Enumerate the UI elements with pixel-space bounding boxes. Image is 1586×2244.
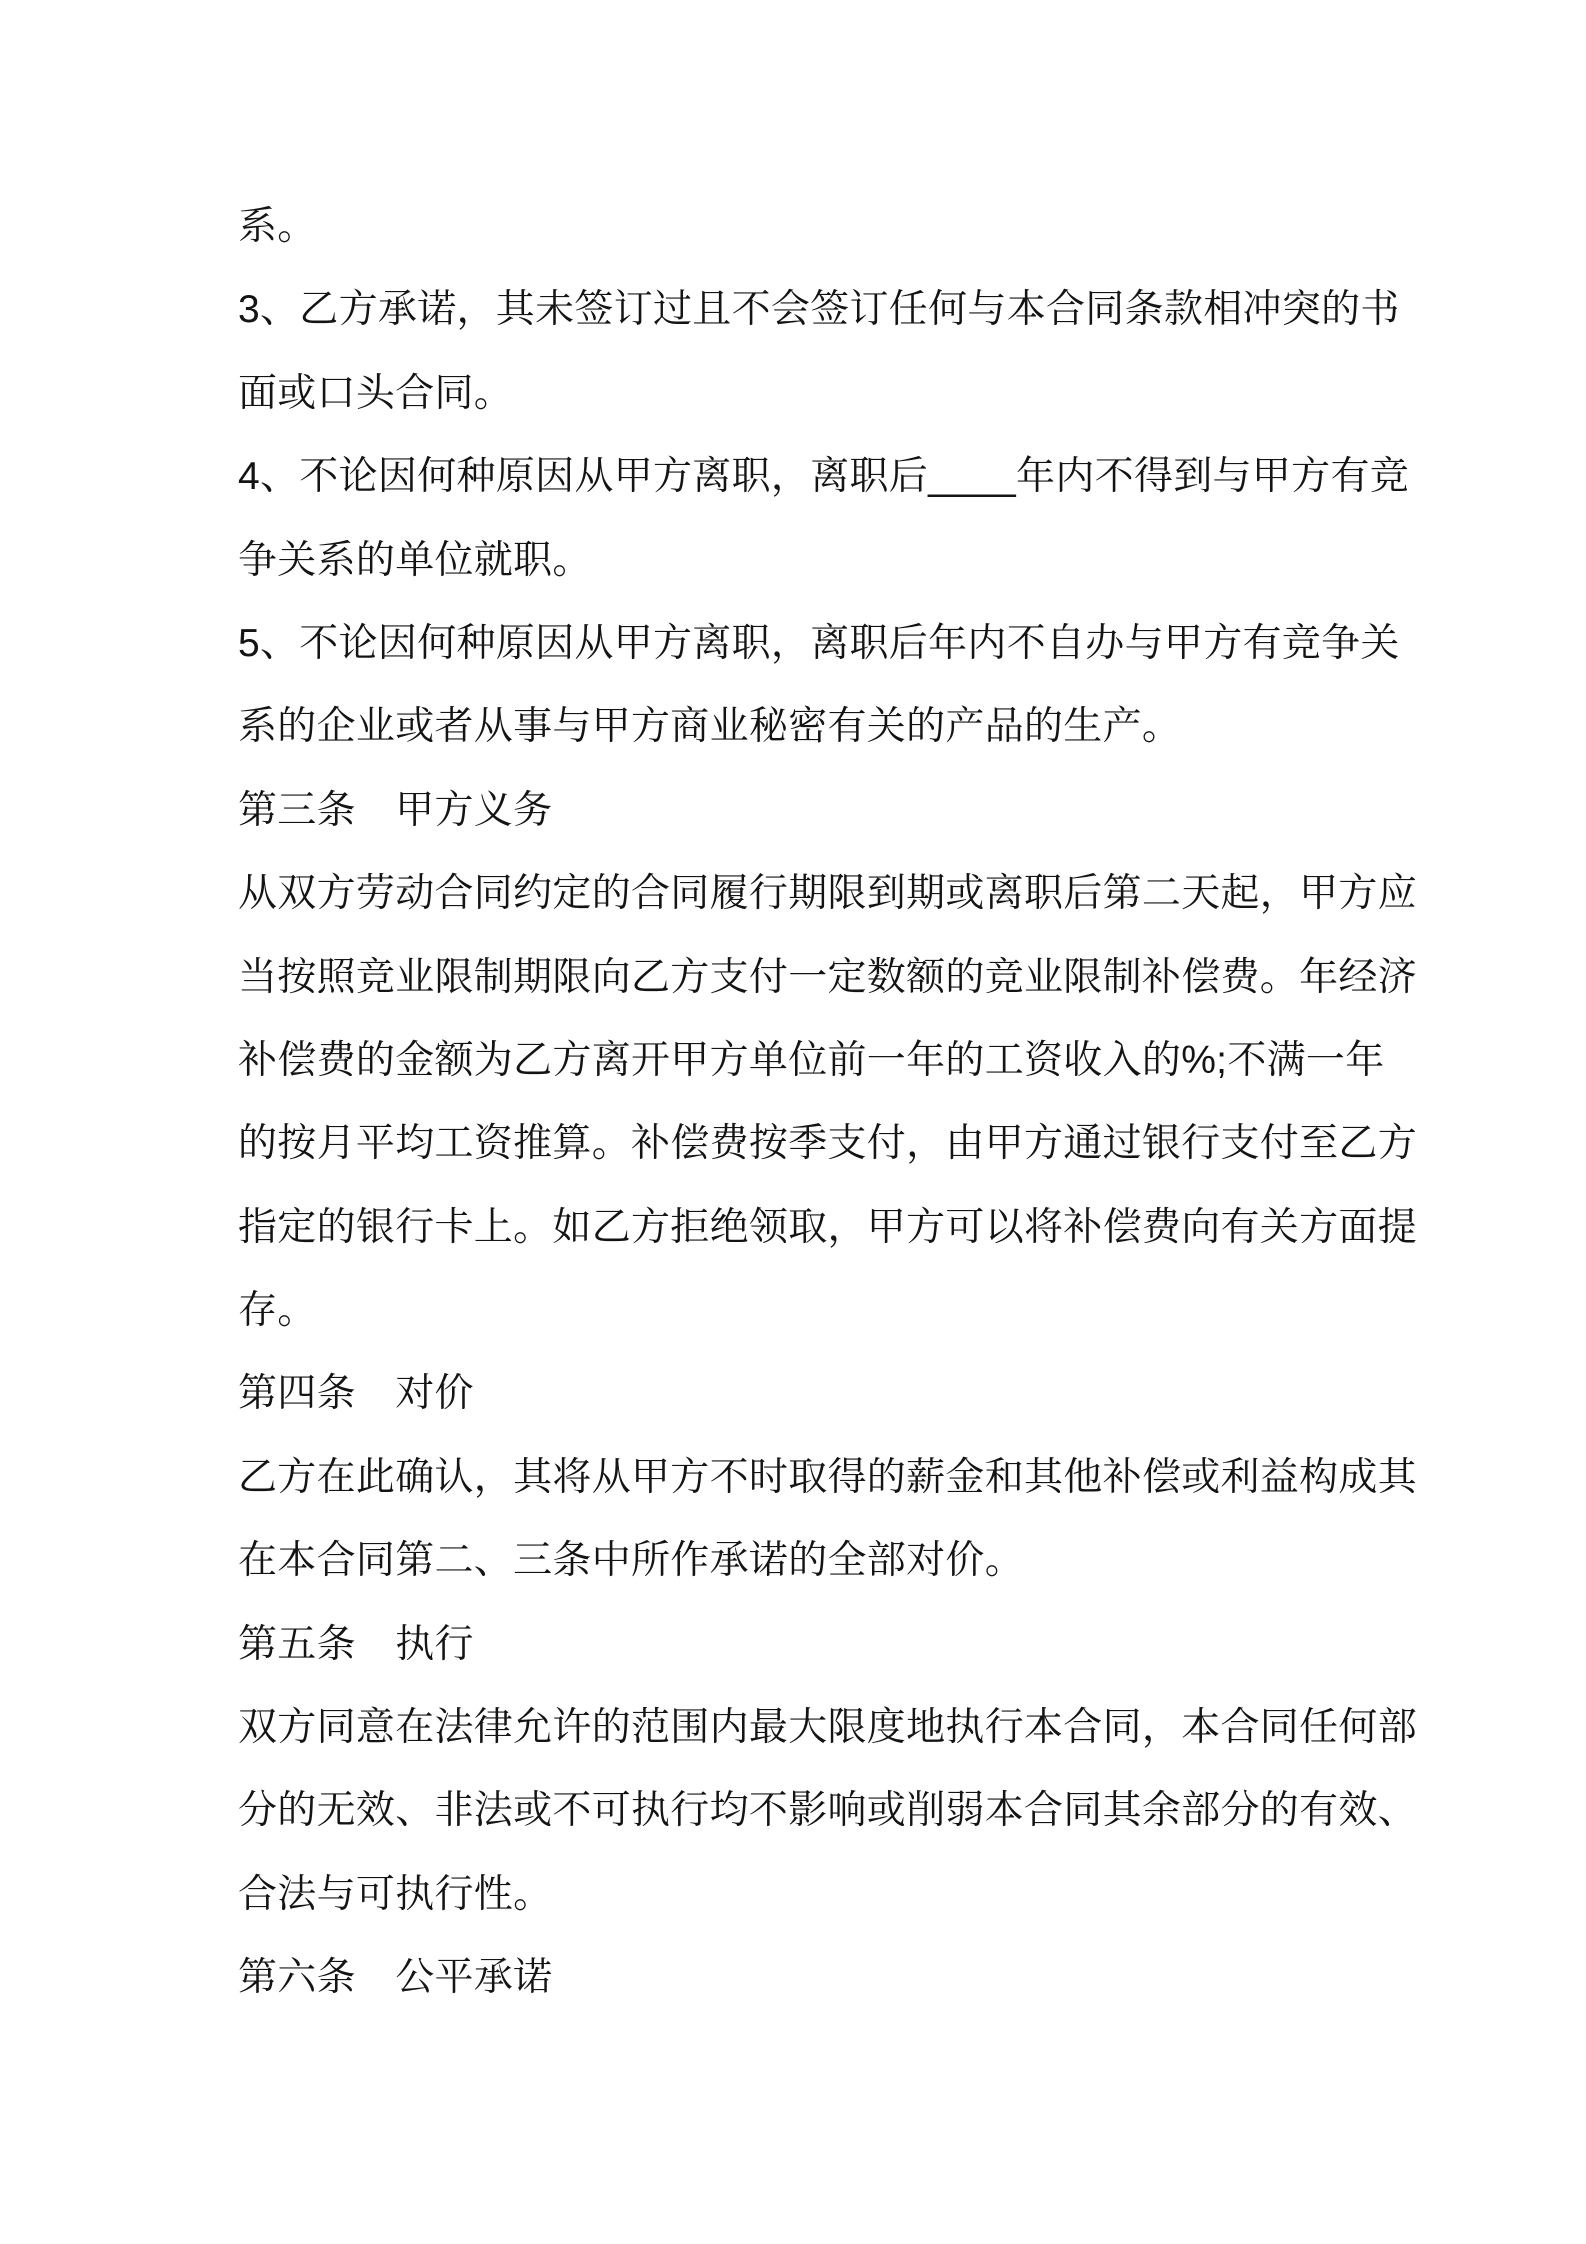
text-line: 3、乙方承诺，其未签订过且不会签订任何与本合同条款相冲突的书 xyxy=(238,288,1400,332)
text-line: 从双方劳动合同约定的合同履行期限到期或离职后第二天起，甲方应 xyxy=(238,872,1418,916)
text-line: 分的无效、非法或不可执行均不影响或削弱本合同其余部分的有效、 xyxy=(238,1789,1418,1833)
text-line: 5、不论因何种原因从甲方离职，离职后年内不自办与甲方有竞争关 xyxy=(238,621,1400,665)
text-line: 指定的银行卡上。如乙方拒绝领取，甲方可以将补偿费向有关方面提 xyxy=(238,1205,1418,1249)
text-line: 4、不论因何种原因从甲方离职，离职后____年内不得到与甲方有竞 xyxy=(238,455,1410,499)
section-heading: 第三条 甲方义务 xyxy=(238,788,553,832)
text-line: 补偿费的金额为乙方离开甲方单位前一年的工资收入的%;不满一年 xyxy=(238,1038,1385,1082)
text-line: 当按照竞业限制期限向乙方支付一定数额的竞业限制补偿费。年经济 xyxy=(238,955,1418,999)
text-line: 乙方在此确认，其将从甲方不时取得的薪金和其他补偿或利益构成其 xyxy=(238,1455,1418,1499)
text-line: 面或口头合同。 xyxy=(238,371,514,415)
text-line: 双方同意在法律允许的范围内最大限度地执行本合同，本合同任何部 xyxy=(238,1706,1418,1750)
contract-text-block xyxy=(238,185,1466,2020)
text-line: 的按月平均工资推算。补偿费按季支付，由甲方通过银行支付至乙方 xyxy=(238,1122,1418,1166)
text-line: 合法与可执行性。 xyxy=(238,1872,553,1916)
text-line: 存。 xyxy=(238,1289,317,1333)
section-heading: 第六条 公平承诺 xyxy=(238,1956,553,2000)
section-heading: 第四条 对价 xyxy=(238,1372,474,1416)
text-line: 系的企业或者从事与甲方商业秘密有关的产品的生产。 xyxy=(238,705,1182,749)
text-line: 在本合同第二、三条中所作承诺的全部对价。 xyxy=(238,1539,1025,1583)
text-line: 系。 xyxy=(238,205,317,248)
text-line: 争关系的单位就职。 xyxy=(238,538,592,582)
section-heading: 第五条 执行 xyxy=(238,1622,474,1666)
